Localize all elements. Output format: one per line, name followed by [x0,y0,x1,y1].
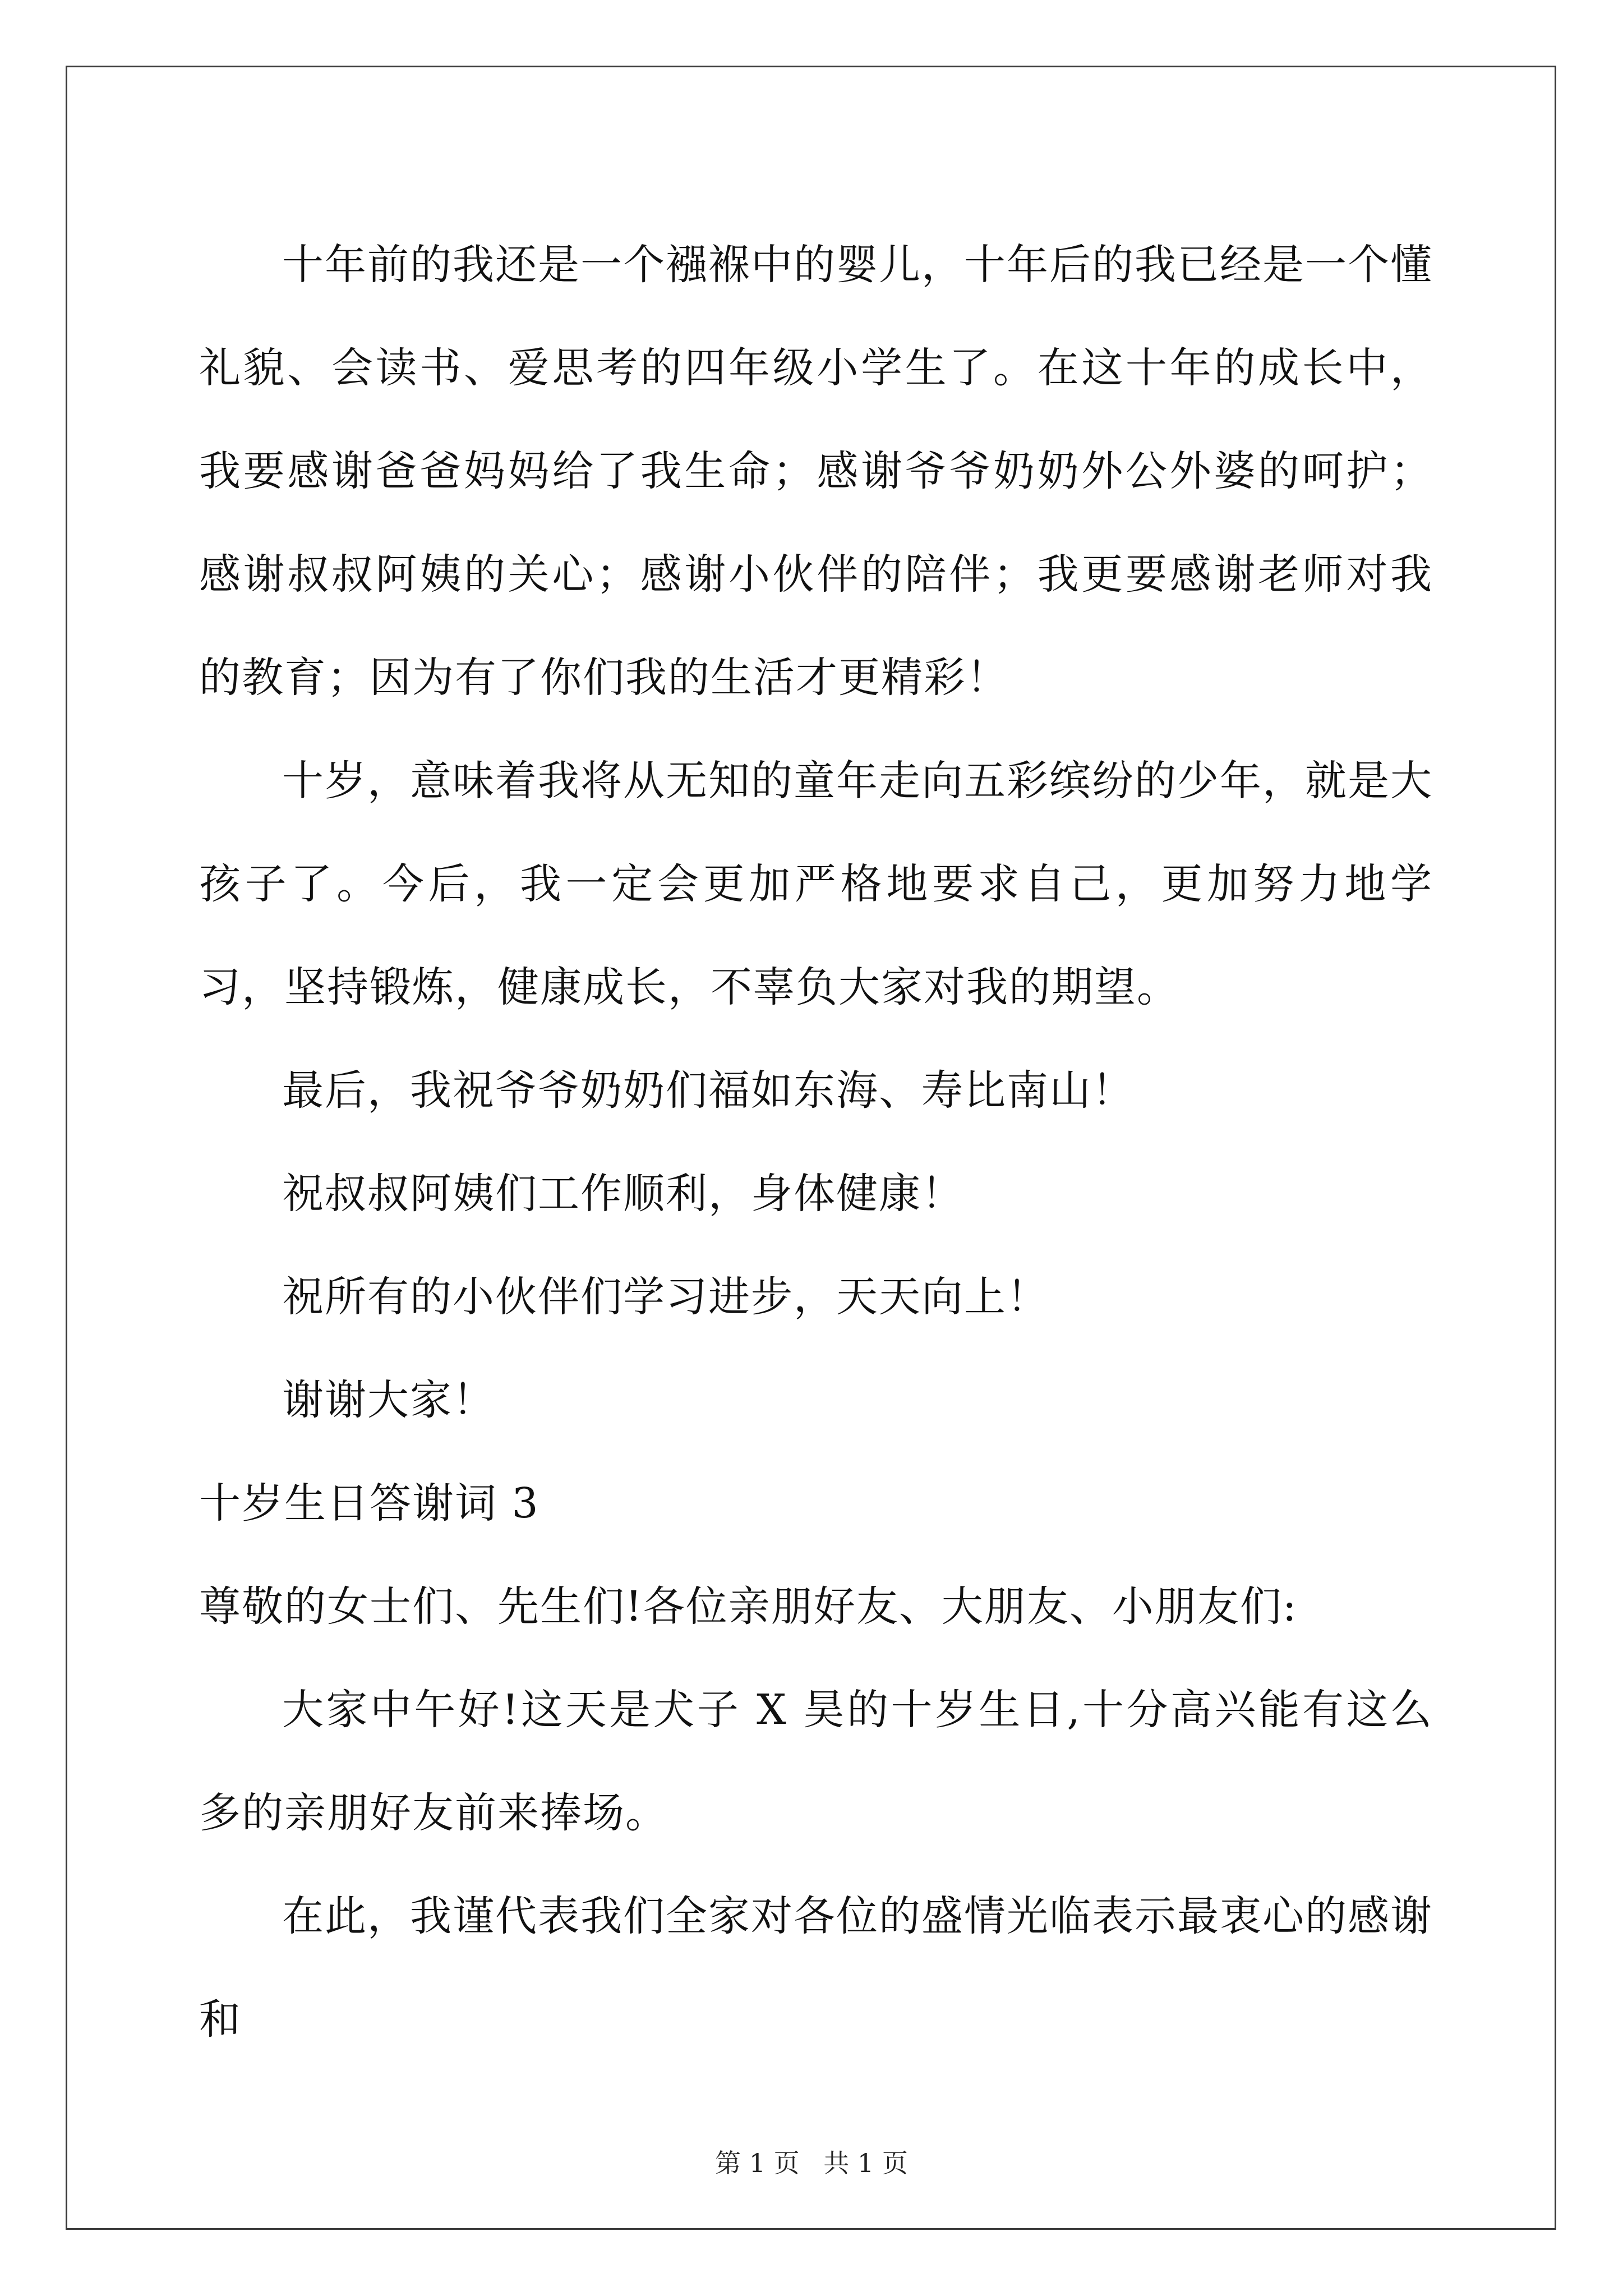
paragraph-5: 祝所有的小伙伴们学习进步，天天向上！ [282,1273,1049,1321]
paragraph-3: 最后，我祝爷爷奶奶们福如东海、寿比南山！ [282,1066,1135,1115]
salutation: 尊敬的女士们、先生们!各位亲朋好友、大朋友、小朋友们: [199,1582,1298,1631]
document-body [199,213,1433,2071]
paragraph-7: 大家中午好!这天是犬子 X 昊的十岁生日,十分高兴能有这么多的亲朋好友前来捧场。 [199,1686,1433,1837]
paragraph-8: 在此，我谨代表我们全家对各位的盛情光临表示最衷心的感谢和 [199,1892,1433,2044]
page-footer [0,2143,1623,2180]
paragraph-6: 谢谢大家！ [282,1376,495,1424]
paragraph-1: 十年前的我还是一个襁褓中的婴儿，十年后的我已经是一个懂礼貌、会读书、爱思考的四年级小学生了。在这十年的成长中，我要感谢爸爸妈妈给了我生命；感谢爷爷奶奶外公外婆的呵护；感谢叔叔阿姨的关心；感谢小伙伴的陪伴；我更要感谢老师对我的教育；因为有了你们我的生活才更精彩！ [199,241,1433,702]
paragraph-4: 祝叔叔阿姨们工作顺利，身体健康！ [282,1170,964,1218]
page-number: 第 1 页 [715,2148,800,2178]
page-total: 共 1 页 [823,2148,908,2178]
paragraph-2: 十岁，意味着我将从无知的童年走向五彩缤纷的少年，就是大孩子了。今后，我一定会更加严格地要求自己，更加努力地学习，坚持锻炼，健康成长，不辜负大家对我的期望。 [199,757,1433,1011]
section-heading: 十岁生日答谢词 3 [199,1479,540,1527]
